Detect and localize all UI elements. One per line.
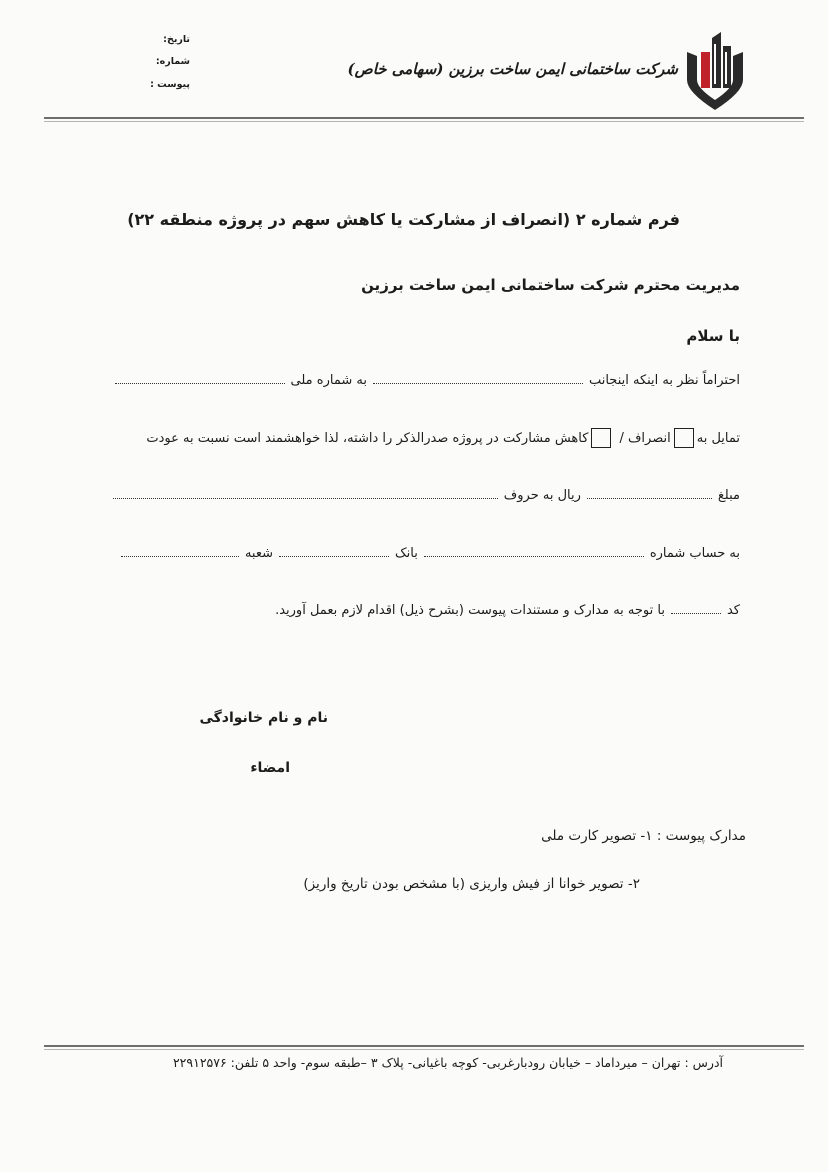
applicant-name-field[interactable] bbox=[373, 373, 583, 384]
branch-label: شعبه bbox=[244, 546, 273, 561]
account-label: به حساب شماره bbox=[649, 546, 740, 561]
line-request-type bbox=[146, 428, 740, 448]
reduce-checkbox[interactable] bbox=[591, 428, 611, 448]
national-id-label: به شماره ملی bbox=[290, 373, 367, 388]
line-code bbox=[275, 603, 740, 618]
date-label: تاریخ: bbox=[163, 34, 190, 45]
request-prefix: تمایل به bbox=[696, 430, 740, 446]
attachment-item-1: ۱- تصویر کارت ملی bbox=[541, 828, 653, 844]
greeting: با سلام bbox=[686, 327, 740, 345]
account-number-field[interactable] bbox=[424, 546, 644, 557]
phone-number: ۲۲۹۱۲۵۷۶ bbox=[172, 1055, 227, 1070]
amount-field[interactable] bbox=[587, 488, 712, 499]
footer-address bbox=[173, 1055, 723, 1070]
address-text: آدرس : تهران – میرداماد – خیابان رودبارغربی- کوچه باغیانی- پلاک ۳ –طبقه سوم- واحد ۵ تلفن: bbox=[230, 1055, 723, 1070]
signature-label: امضاء bbox=[250, 760, 290, 776]
attachment-label: پیوست : bbox=[150, 79, 190, 90]
company-name: شرکت ساختمانی ایمن ساخت برزین (سهامی خاص) bbox=[347, 60, 678, 78]
header-divider-thin bbox=[44, 121, 804, 122]
attachment-item-2: ۲- تصویر خوانا از فیش واریزی (با مشخص بودن تاریخ واریز) bbox=[303, 876, 640, 892]
national-id-field[interactable] bbox=[115, 373, 285, 384]
full-name-label: نام و نام خانوادگی bbox=[199, 710, 328, 726]
attachments-label: مدارک پیوست : bbox=[656, 828, 746, 844]
header-divider bbox=[44, 117, 804, 119]
branch-field[interactable] bbox=[121, 546, 239, 557]
bank-label: بانک bbox=[395, 546, 418, 561]
bank-field[interactable] bbox=[279, 546, 389, 557]
number-label: شماره: bbox=[155, 56, 190, 67]
recipient: مدیریت محترم شرکت ساختمانی ایمن ساخت برزین bbox=[361, 276, 740, 294]
line-applicant bbox=[109, 373, 740, 388]
closing-text: با توجه به مدارک و مستندات پیوست (بشرح ذیل) اقدام لازم بعمل آورید. bbox=[275, 603, 665, 618]
rial-words-label: ریال به حروف bbox=[503, 488, 581, 503]
line-amount bbox=[107, 488, 740, 503]
reduce-label: کاهش مشارکت در پروژه صدرالذکر را داشته، لذا خواهشمند است نسبت به عودت bbox=[146, 430, 589, 446]
footer-divider bbox=[44, 1045, 804, 1047]
line-account bbox=[115, 546, 740, 561]
building-shield-logo-icon bbox=[683, 30, 747, 112]
intro-text: احتراماً نظر به اینکه اینجانب bbox=[588, 373, 740, 388]
code-label: کد bbox=[726, 603, 740, 618]
withdraw-checkbox[interactable] bbox=[674, 428, 694, 448]
attachments-list bbox=[541, 828, 746, 844]
branch-code-field[interactable] bbox=[671, 603, 721, 614]
form-title: فرم شماره ۲ (انصراف از مشارکت یا کاهش سهم در پروژه منطقه ۲۲) bbox=[127, 210, 680, 229]
footer-divider-thin bbox=[44, 1049, 804, 1050]
amount-words-field[interactable] bbox=[113, 488, 498, 499]
withdraw-label: انصراف / bbox=[619, 430, 671, 446]
amount-label: مبلغ bbox=[717, 488, 740, 503]
